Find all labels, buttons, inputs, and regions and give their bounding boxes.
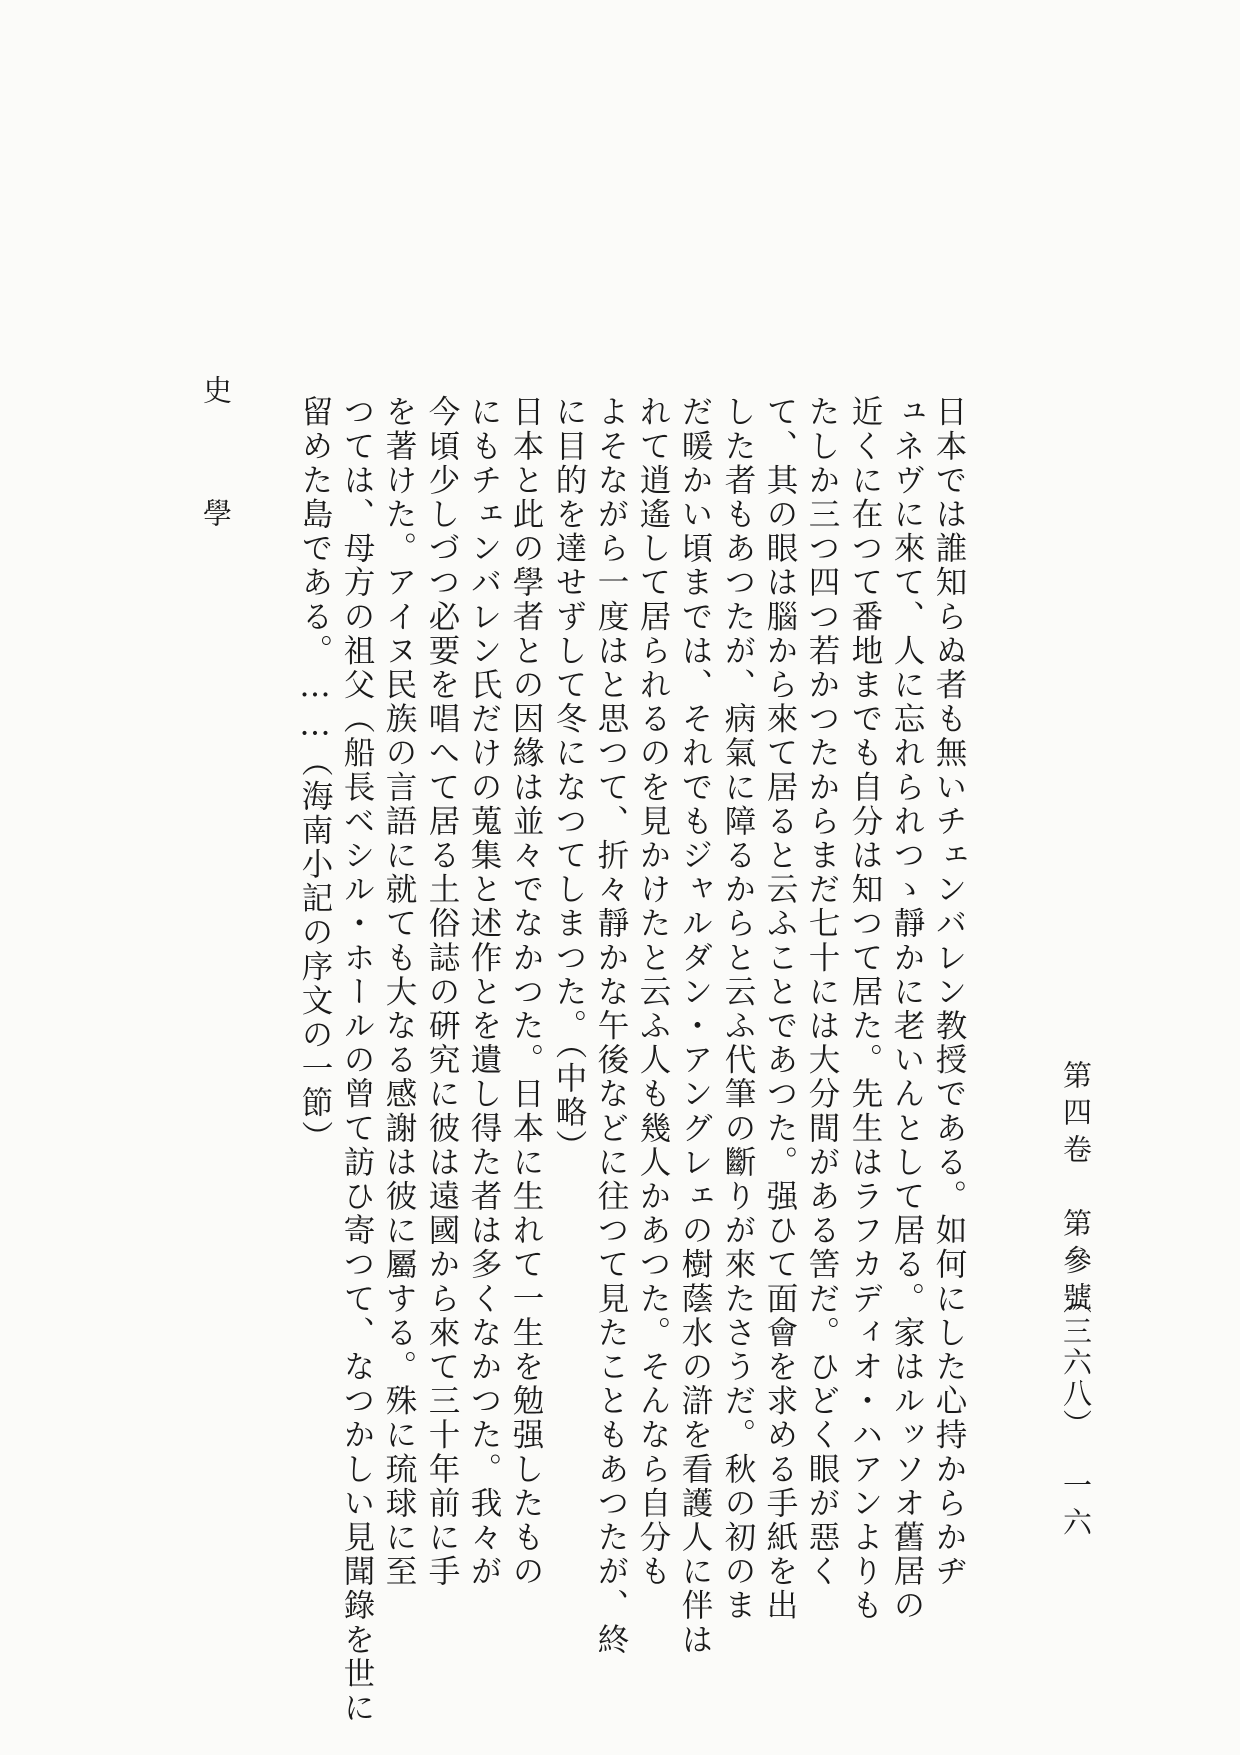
text-column: した者もあつたが、病氣に障るからと云ふ代筆の斷りが來たさうだ。秋の初のま (720, 395, 756, 1623)
text-column: たしか三つ四つ若かつたからまだ七十には大分間がある筈だ。ひどく眼が惡く (804, 395, 840, 1589)
text-column: 日本と此の學者との因緣は並々でなかつた。日本に生れて一生を勉强したもの (508, 395, 544, 1589)
text-column: て、其の眼は腦から來て居ると云ふことであつた。强ひて面會を求める手紙を出 (762, 395, 798, 1623)
text-column: つては、母方の祖父（船長ベシル・ホールの曾て訪ひ寄つて、なつかしい見聞錄を世に (339, 395, 375, 1725)
text-column: にもチェンバレン氏だけの蒐集と述作とを遺し得た者は多くなかつた。我々が (466, 395, 502, 1589)
page-number: 一六 (1059, 1470, 1093, 1544)
text-column: ュネヴに來て、人に忘れられつゝ靜かに老いんとして居る。家はルッソオ舊居の (889, 395, 925, 1623)
journal-title: 史 學 (199, 375, 233, 539)
text-column: れて逍遙して居られるのを見かけたと云ふ人も幾人かあつた。そんなら自分も (635, 395, 671, 1589)
text-column: よそながら一度はと思つて、折々靜かな午後などに往つて見たこともあつたが、終 (593, 395, 629, 1657)
text-column: を著けた。アイヌ民族の言語に就ても大なる感謝は彼に屬する。殊に琉球に至 (381, 395, 417, 1589)
text-column: だ暖かい頃までは、それでもジャルダン・アングレェの樹蔭水の滸を看護人に伴は (677, 395, 713, 1657)
text-column: 日本では誰知らぬ者も無いチェンバレン教授である。如何にした心持からかヂ (931, 395, 967, 1589)
volume-issue: 第四卷 第參號 (1059, 1060, 1093, 1319)
running-page-number: （三六八） (1059, 1285, 1093, 1440)
text-column: に目的を達せずして冬になつてしまつた。（中略） (551, 395, 587, 1164)
text-column: 近くに在つて番地までも自分は知つて居た。先生はラフカディオ・ハアンよりも (847, 395, 883, 1623)
text-column: 今頃少しづつ必要を唱へて居る土俗誌の硏究に彼は遠國から來て三十年前に手 (424, 395, 460, 1589)
text-column: 留めた島である。……（海南小記の序文の一節） (297, 395, 333, 1155)
